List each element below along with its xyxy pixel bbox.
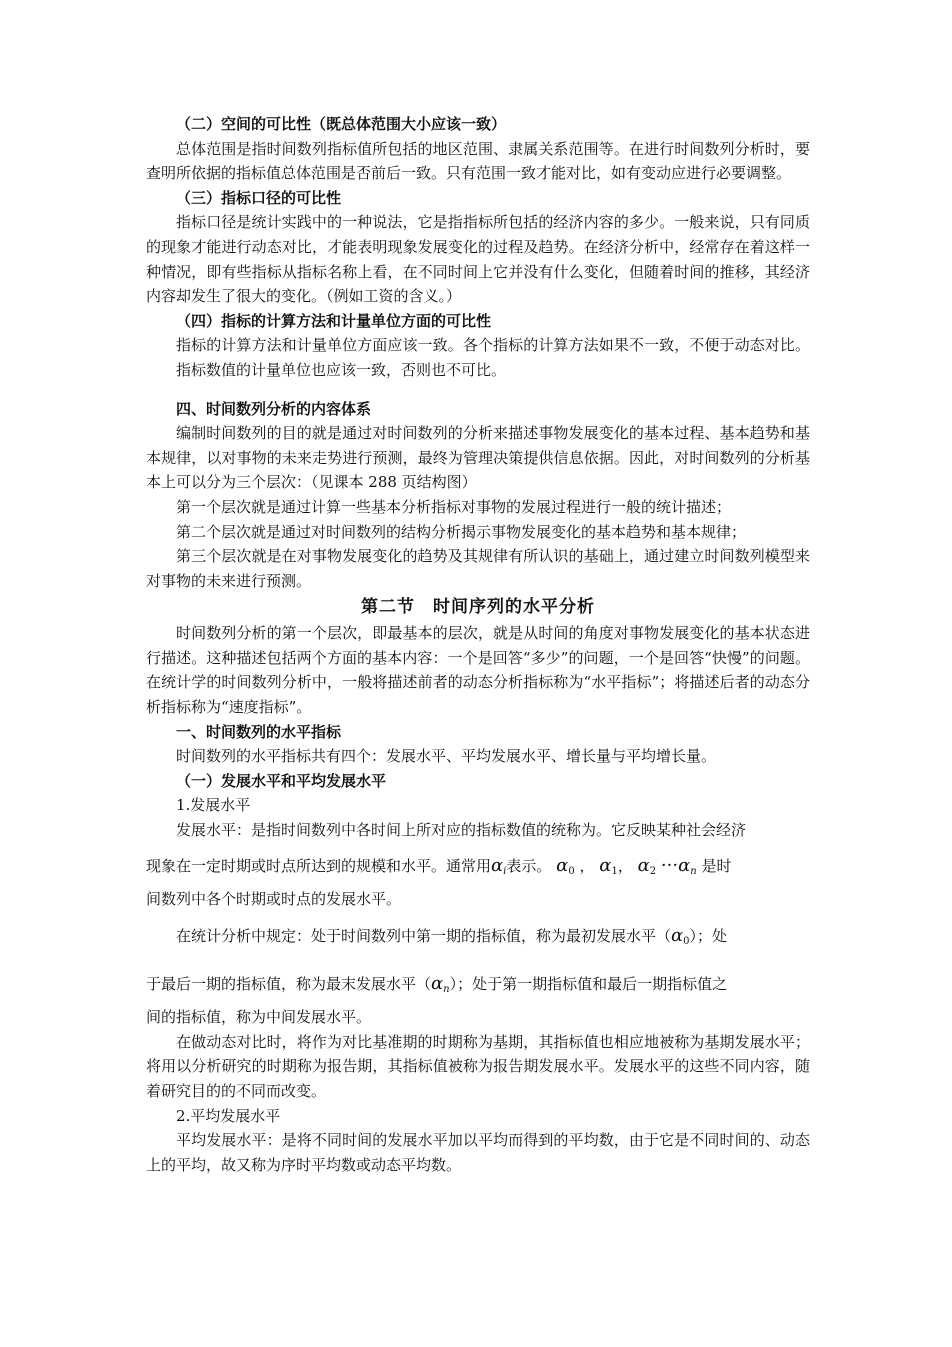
heading-indicator-scope: （三）指标口径的可比性 (176, 188, 342, 207)
paragraph-spatial-comparability: 总体范围是指时间数列指标值所包括的地区范围、隶属关系范围等。在进行时间数列分析时，要查明所依据的指标值总体范围是否前后一致。只有范围一致才能对比，如有变动应进行必要调整。 (146, 139, 810, 183)
paragraph-level-3: 第三个层次就是在对事物发展变化的趋势及其规律有所认识的基础上，通过建立时间数列模型来对事物的未来进行预测。 (146, 547, 810, 590)
subheading-development-level: 1.发展水平 (176, 796, 251, 815)
text-def-b5: 是时 (701, 856, 732, 875)
text-def-b2: 表示。 (506, 856, 552, 875)
heading-content-system: 四、时间数列分析的内容体系 (176, 399, 372, 418)
text-rule-b1: 于最后一期的指标值，称为最末发展水平（ (146, 975, 432, 994)
math-alpha-n: $\alpha_n$ (678, 854, 697, 877)
paragraph-development-def-b (146, 851, 810, 887)
document-page (146, 112, 810, 1177)
paragraph-indicator-scope: 指标口径是统计实践中的一种说法，它是指指标所包括的经济内容的多少。一般来说，只有同质的现象才能进行动态对比，才能表明现象发展变化的过程及趋势。在经济分析中，经常存在着这样一种情况，即有些指标从指标名称上看，在不同时间上它并没有什么变化，但随着时间的推移，其经济内容却发生了很大的变化。（例如工资的含义。） (146, 213, 810, 306)
paragraph-content-system: 编制时间数列的目的就是通过对时间数列的分析来描述事物发展变化的基本过程、基本趋势和基本规律，以对事物的未来走势进行预测，最终为管理决策提供信息依据。因此，对时间数列的分析基本上可以分为三个层次：（见课本 288 页结构图） (146, 424, 810, 492)
paragraph-calculation-method: 指标的计算方法和计量单位方面应该一致。各个指标的计算方法如果不一致，不便于动态对比。指标数值的计量单位也应该一致，否则也不可比。 (176, 336, 810, 379)
text-def-b3: ， (579, 856, 595, 875)
math-alpha-1: $\alpha_1$ (599, 854, 618, 877)
paragraph-rule-b (146, 969, 810, 1005)
paragraph-average-level: 平均发展水平：是将不同时间的发展水平加以平均而得到的平均数，由于它是不同时间的、动态上的平均，故又称为序时平均数或动态平均数。 (146, 1131, 810, 1174)
paragraph-level-indicators: 时间数列的水平指标共有四个：发展水平、平均发展水平、增长量与平均增长量。 (176, 747, 717, 766)
math-alpha-0-initial: $\alpha_0$ (671, 925, 690, 948)
paragraph-development-def-a: 发展水平：是指时间数列中各时间上所对应的指标数值的统称为。它反映某种社会经济 (176, 821, 747, 840)
paragraph-rule-a (146, 921, 810, 957)
math-alpha-0: $\alpha_0$ (556, 854, 575, 877)
heading-level-indicators: 一、时间数列的水平指标 (176, 722, 342, 741)
paragraph-level-2: 第二个层次就是通过对时间数列的结构分析揭示事物发展变化的基本趋势和基本规律； (176, 522, 747, 541)
subheading-average-level: 2.平均发展水平 (176, 1106, 281, 1125)
text-rule-a1: 在统计分析中规定：处于时间数列中第一期的指标值，称为最初发展水平（ (176, 927, 672, 946)
paragraph-section-intro: 时间数列分析的第一个层次，即最基本的层次，就是从时间的角度对事物发展变化的基本状态进行描述。这种描述包括两个方面的基本内容：一个是回答“多少”的问题，一个是回答“快慢”的问题。在统计学的时间数列分析中，一般将描述前者的动态分析指标称为“水平指标”；将描述后者的动态分析指标称为“速度指标”。 (146, 624, 810, 717)
paragraph-rule-c: 间的指标值，称为中间发展水平。 (146, 1008, 372, 1027)
section-title: 第二节 时间序列的水平分析 (361, 597, 595, 618)
heading-development-level: （一）发展水平和平均发展水平 (176, 771, 387, 790)
math-dots: ··· (660, 854, 679, 876)
paragraph-development-def-c: 间数列中各个时期或时点的发展水平。 (146, 889, 402, 908)
math-alpha-i: $\alpha_i$ (491, 854, 507, 877)
text-rule-a2: ）；处 (689, 927, 728, 946)
heading-calculation-method: （四）指标的计算方法和计量单位方面的可比性 (176, 311, 492, 330)
text-rule-b2: ）；处于第一期指标值和最后一期指标值之 (449, 975, 728, 994)
text-def-b4: ， (617, 856, 633, 875)
paragraph-base-period: 在做动态对比时，将作为对比基准期的时期称为基期，其指标值也相应地被称为基期发展水平；将用以分析研究的时期称为报告期，其指标值被称为报告期发展水平。发展水平的这些不同内容，随着研究目的的不同而改变。 (146, 1032, 810, 1100)
math-alpha-n-final: $\alpha_n$ (431, 973, 450, 996)
math-alpha-2: $\alpha_2$ (637, 854, 657, 877)
text-def-b1: 现象在一定时期或时点所达到的规模和水平。通常用 (146, 856, 492, 875)
paragraph-level-1: 第一个层次就是通过计算一些基本分析指标对事物的发展过程进行一般的统计描述； (176, 497, 732, 516)
heading-spatial-comparability: （二）空间的可比性（既总体范围大小应该一致） (176, 115, 507, 133)
